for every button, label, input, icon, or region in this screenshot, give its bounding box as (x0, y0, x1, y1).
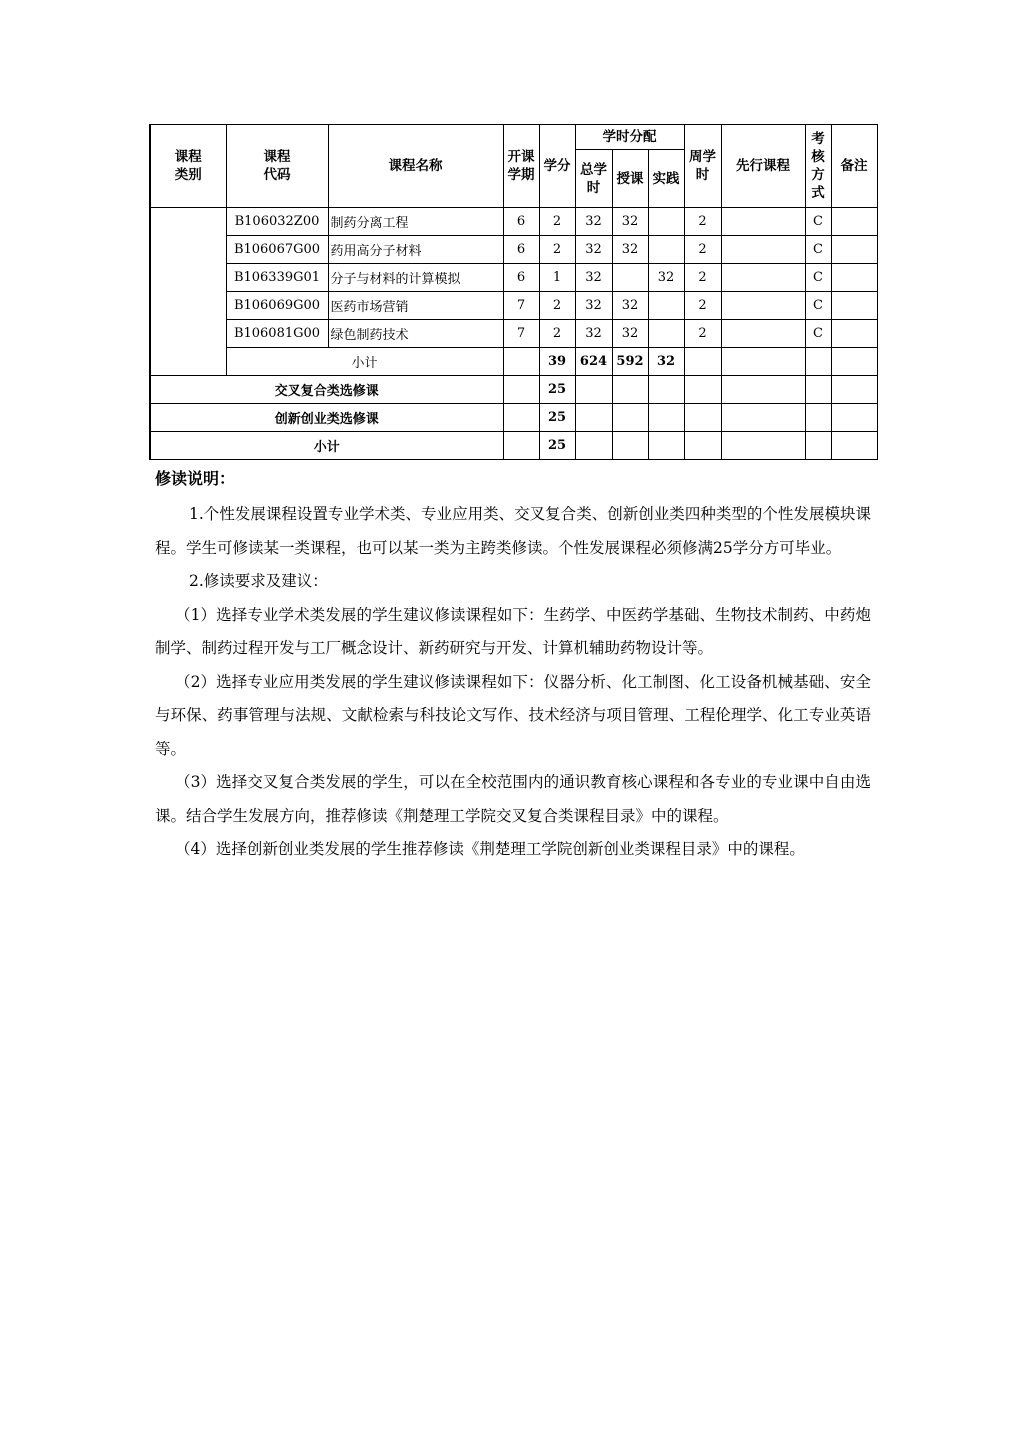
course-prereq (721, 264, 805, 292)
course-prereq (721, 320, 805, 348)
empty-cell (648, 432, 684, 460)
table-row (150, 264, 877, 292)
course-weekly-hours: 2 (684, 320, 721, 348)
course-lecture-hours: 32 (612, 320, 648, 348)
course-semester: 6 (503, 236, 539, 264)
empty-cell (648, 376, 684, 404)
course-credit: 2 (539, 292, 575, 320)
innovation-elective-label: 创新创业类选修课 (150, 404, 503, 432)
course-total-hours: 32 (575, 292, 612, 320)
empty-cell (575, 432, 612, 460)
cross-elective-label: 交叉复合类选修课 (150, 376, 503, 404)
header-remarks: 备注 (831, 125, 877, 208)
course-weekly-hours: 2 (684, 236, 721, 264)
empty-cell (575, 404, 612, 432)
subtotal-semester (503, 348, 539, 376)
notes-item-1: （1）选择专业学术类发展的学生建议修读课程如下：生药学、中医药学基础、生物技术制药、中药炮制学、制药过程开发与工厂概念设计、新药研究与开发、计算机辅助药物设计等。 (155, 605, 871, 657)
course-name: 医药市场营销 (328, 292, 503, 320)
study-notes (155, 466, 871, 867)
empty-cell (805, 376, 831, 404)
course-prereq (721, 236, 805, 264)
notes-item-4: （4）选择创新创业类发展的学生推荐修读《荆楚理工学院创新创业类课程目录》中的课程。 (175, 840, 805, 858)
course-practice-hours (648, 236, 684, 264)
header-exam: 考 核 方 式 (805, 125, 831, 208)
empty-cell (831, 376, 877, 404)
course-code: B106067G00 (226, 236, 328, 264)
course-table (149, 124, 878, 460)
empty-cell (612, 376, 648, 404)
course-code: B106339G01 (226, 264, 328, 292)
course-semester: 6 (503, 264, 539, 292)
header-practice: 实践 (648, 150, 684, 208)
course-total-hours: 32 (575, 236, 612, 264)
innovation-credit: 25 (539, 404, 575, 432)
empty-cell (805, 404, 831, 432)
course-weekly-hours: 2 (684, 264, 721, 292)
grand-total-semester (503, 432, 539, 460)
course-name: 制药分离工程 (328, 208, 503, 236)
course-weekly-hours: 2 (684, 208, 721, 236)
subtotal-prereq (721, 348, 805, 376)
empty-cell (575, 376, 612, 404)
empty-cell (684, 432, 721, 460)
table-row (150, 208, 877, 236)
subtotal-label: 小计 (226, 348, 503, 376)
header-category: 课程 类别 (150, 125, 226, 208)
course-prereq (721, 208, 805, 236)
course-exam: C (805, 320, 831, 348)
innovation-elective-row (150, 404, 877, 432)
empty-cell (684, 404, 721, 432)
course-lecture-hours: 32 (612, 236, 648, 264)
course-code: B106069G00 (226, 292, 328, 320)
course-total-hours: 32 (575, 320, 612, 348)
subtotal-practice-hours: 32 (648, 348, 684, 376)
notes-item-2: （2）选择专业应用类发展的学生建议修读课程如下：仪器分析、化工制图、化工设备机械基础、安全与环保、药事管理与法规、文献检索与科技论文写作、技术经济与项目管理、工程伦理学、化工专业英语等。 (155, 672, 871, 758)
empty-cell (612, 432, 648, 460)
course-name: 绿色制药技术 (328, 320, 503, 348)
course-exam: C (805, 236, 831, 264)
course-semester: 7 (503, 292, 539, 320)
course-practice-hours: 32 (648, 264, 684, 292)
course-credit: 2 (539, 236, 575, 264)
notes-heading: 修读说明： (155, 469, 236, 488)
empty-cell (612, 404, 648, 432)
course-weekly-hours: 2 (684, 292, 721, 320)
table-row (150, 236, 877, 264)
cross-credit: 25 (539, 376, 575, 404)
innovation-semester (503, 404, 539, 432)
empty-cell (805, 432, 831, 460)
course-credit: 1 (539, 264, 575, 292)
empty-cell (648, 404, 684, 432)
cross-semester (503, 376, 539, 404)
course-total-hours: 32 (575, 208, 612, 236)
subtotal-remarks (831, 348, 877, 376)
course-name: 分子与材料的计算模拟 (328, 264, 503, 292)
header-code: 课程 代码 (226, 125, 328, 208)
subtotal-lecture-hours: 592 (612, 348, 648, 376)
course-exam: C (805, 208, 831, 236)
grand-total-row (150, 432, 877, 460)
empty-cell (831, 404, 877, 432)
subtotal-exam (805, 348, 831, 376)
course-prereq (721, 292, 805, 320)
course-remarks (831, 236, 877, 264)
course-remarks (831, 292, 877, 320)
header-name: 课程名称 (328, 125, 503, 208)
course-exam: C (805, 264, 831, 292)
empty-cell (721, 376, 805, 404)
course-remarks (831, 320, 877, 348)
empty-cell (721, 432, 805, 460)
course-code: B106081G00 (226, 320, 328, 348)
course-credit: 2 (539, 208, 575, 236)
notes-item-3: （3）选择交叉复合类发展的学生，可以在全校范围内的通识教育核心课程和各专业的专业课中自由选课。结合学生发展方向，推荐修读《荆楚理工学院交叉复合类课程目录》中的课程。 (155, 773, 871, 825)
course-total-hours: 32 (575, 264, 612, 292)
grand-total-credit: 25 (539, 432, 575, 460)
course-lecture-hours: 32 (612, 292, 648, 320)
course-practice-hours (648, 292, 684, 320)
empty-cell (831, 432, 877, 460)
header-credit: 学分 (539, 125, 575, 208)
course-exam: C (805, 292, 831, 320)
empty-cell (721, 404, 805, 432)
subtotal-credit: 39 (539, 348, 575, 376)
subtotal-total-hours: 624 (575, 348, 612, 376)
course-semester: 7 (503, 320, 539, 348)
course-name: 药用高分子材料 (328, 236, 503, 264)
grand-total-label: 小计 (150, 432, 503, 460)
subtotal-row (150, 348, 877, 376)
course-credit: 2 (539, 320, 575, 348)
course-lecture-hours: 32 (612, 208, 648, 236)
header-prereq: 先行课程 (721, 125, 805, 208)
course-remarks (831, 264, 877, 292)
table-row (150, 292, 877, 320)
empty-cell (684, 376, 721, 404)
header-weekly: 周学 时 (684, 125, 721, 208)
course-semester: 6 (503, 208, 539, 236)
header-semester: 开课 学期 (503, 125, 539, 208)
header-lecture: 授课 (612, 150, 648, 208)
header-total-hours: 总学 时 (575, 150, 612, 208)
header-hours-group: 学时分配 (575, 125, 684, 150)
course-remarks (831, 208, 877, 236)
course-code: B106032Z00 (226, 208, 328, 236)
category-cell (150, 208, 226, 376)
course-practice-hours (648, 320, 684, 348)
notes-paragraph-2: 2.修读要求及建议： (189, 572, 328, 590)
course-lecture-hours (612, 264, 648, 292)
cross-elective-row (150, 376, 877, 404)
notes-paragraph-1: 1.个性发展课程设置专业学术类、专业应用类、交叉复合类、创新创业类四种类型的个性发展模块课程。学生可修读某一类课程，也可以某一类为主跨类修读。个性发展课程必须修满25学分方可毕业。 (155, 505, 871, 557)
subtotal-weekly (684, 348, 721, 376)
table-row (150, 320, 877, 348)
course-practice-hours (648, 208, 684, 236)
